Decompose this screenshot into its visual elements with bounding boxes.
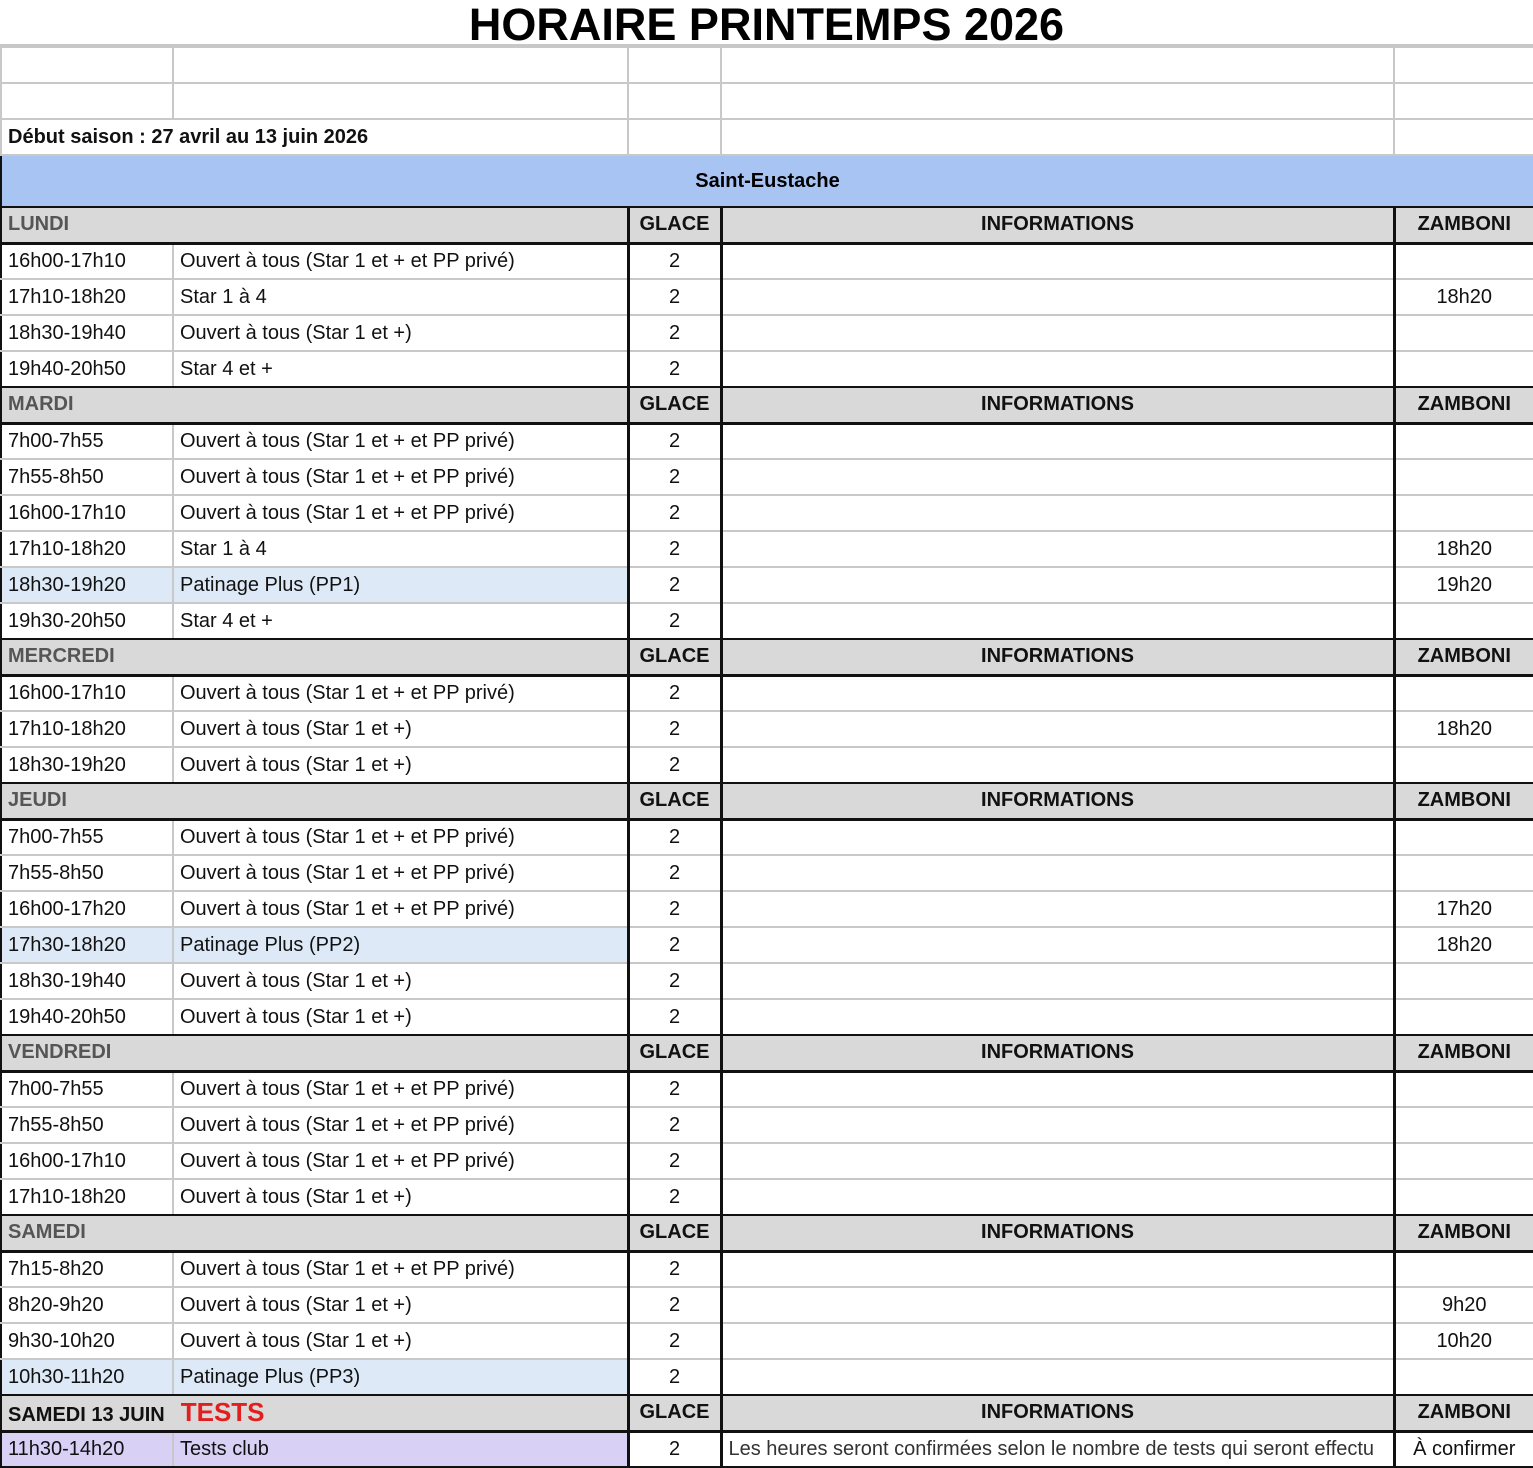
- activity-cell: Ouvert à tous (Star 1 et + et PP privé): [173, 495, 628, 531]
- glace-cell: 2: [628, 819, 721, 855]
- zamboni-cell: À confirmer: [1394, 1431, 1533, 1467]
- zamboni-header: ZAMBONI: [1394, 1035, 1533, 1071]
- info-cell: [721, 315, 1394, 351]
- glace-cell: 2: [628, 1179, 721, 1215]
- day-header-row: [1, 387, 1533, 423]
- activity-cell: Ouvert à tous (Star 1 et + et PP privé): [173, 459, 628, 495]
- day-name: JEUDI: [8, 789, 67, 812]
- glace-cell: 2: [628, 1143, 721, 1179]
- schedule-row: [1, 1287, 1533, 1323]
- info-cell: [721, 747, 1394, 783]
- glace-cell: 2: [628, 1359, 721, 1395]
- glace-header: GLACE: [628, 1215, 721, 1251]
- glace-cell: 2: [628, 315, 721, 351]
- schedule-row: [1, 819, 1533, 855]
- time-cell: 7h55-8h50: [1, 855, 173, 891]
- schedule-row: [1, 963, 1533, 999]
- glace-cell: 2: [628, 999, 721, 1035]
- activity-cell: Patinage Plus (PP3): [173, 1359, 628, 1395]
- info-cell: [721, 459, 1394, 495]
- glace-cell: 2: [628, 495, 721, 531]
- glace-cell: 2: [628, 963, 721, 999]
- zamboni-cell: [1394, 243, 1533, 279]
- time-cell: 17h10-18h20: [1, 279, 173, 315]
- zamboni-header: ZAMBONI: [1394, 387, 1533, 423]
- glace-cell: 2: [628, 675, 721, 711]
- schedule-row: [1, 495, 1533, 531]
- zamboni-header: ZAMBONI: [1394, 783, 1533, 819]
- glace-cell: 2: [628, 423, 721, 459]
- day-name: SAMEDI: [8, 1221, 86, 1244]
- informations-header: INFORMATIONS: [721, 387, 1394, 423]
- day-name-cell: [1, 1395, 628, 1431]
- day-name: MERCREDI: [8, 645, 115, 668]
- schedule-row: [1, 243, 1533, 279]
- activity-cell: Star 1 à 4: [173, 279, 628, 315]
- time-cell: 11h30-14h20: [1, 1431, 173, 1467]
- day-header-row: [1, 207, 1533, 243]
- info-cell: [721, 927, 1394, 963]
- informations-header: INFORMATIONS: [721, 1395, 1394, 1431]
- activity-cell: Ouvert à tous (Star 1 et +): [173, 999, 628, 1035]
- glace-cell: 2: [628, 927, 721, 963]
- info-cell: [721, 1251, 1394, 1287]
- zamboni-cell: [1394, 603, 1533, 639]
- zamboni-cell: [1394, 1071, 1533, 1107]
- day-name-cell: [1, 1035, 628, 1071]
- day-name-cell: [1, 783, 628, 819]
- informations-header: INFORMATIONS: [721, 1035, 1394, 1071]
- activity-cell: Ouvert à tous (Star 1 et +): [173, 711, 628, 747]
- zamboni-cell: [1394, 1251, 1533, 1287]
- zamboni-cell: 18h20: [1394, 711, 1533, 747]
- day-name-cell: [1, 387, 628, 423]
- day-name-cell: [1, 207, 628, 243]
- day-name: VENDREDI: [8, 1041, 112, 1064]
- day-header-row: [1, 1215, 1533, 1251]
- schedule-row: [1, 711, 1533, 747]
- zamboni-cell: [1394, 855, 1533, 891]
- info-cell: [721, 243, 1394, 279]
- time-cell: 16h00-17h10: [1, 243, 173, 279]
- glace-header: GLACE: [628, 1035, 721, 1071]
- activity-cell: Ouvert à tous (Star 1 et + et PP privé): [173, 423, 628, 459]
- activity-cell: Ouvert à tous (Star 1 et + et PP privé): [173, 675, 628, 711]
- activity-cell: Ouvert à tous (Star 1 et + et PP privé): [173, 1143, 628, 1179]
- season-dates: Début saison : 27 avril au 13 juin 2026: [1, 119, 628, 155]
- activity-cell: Tests club: [173, 1431, 628, 1467]
- info-cell: [721, 819, 1394, 855]
- schedule-row: [1, 1359, 1533, 1395]
- glace-cell: 2: [628, 711, 721, 747]
- activity-cell: Ouvert à tous (Star 1 et + et PP privé): [173, 243, 628, 279]
- activity-cell: Ouvert à tous (Star 1 et +): [173, 315, 628, 351]
- activity-cell: Ouvert à tous (Star 1 et + et PP privé): [173, 1107, 628, 1143]
- info-cell: [721, 891, 1394, 927]
- glace-cell: 2: [628, 891, 721, 927]
- schedule-row: [1, 675, 1533, 711]
- schedule-row: [1, 855, 1533, 891]
- time-cell: 7h00-7h55: [1, 819, 173, 855]
- glace-cell: 2: [628, 1323, 721, 1359]
- activity-cell: Patinage Plus (PP2): [173, 927, 628, 963]
- day-name-cell: [1, 639, 628, 675]
- time-cell: 7h00-7h55: [1, 1071, 173, 1107]
- time-cell: 16h00-17h20: [1, 891, 173, 927]
- time-cell: 16h00-17h10: [1, 675, 173, 711]
- activity-cell: Ouvert à tous (Star 1 et +): [173, 963, 628, 999]
- schedule-row: [1, 927, 1533, 963]
- zamboni-cell: [1394, 747, 1533, 783]
- zamboni-cell: 9h20: [1394, 1287, 1533, 1323]
- time-cell: 7h55-8h50: [1, 1107, 173, 1143]
- time-cell: 17h30-18h20: [1, 927, 173, 963]
- schedule-row: [1, 1071, 1533, 1107]
- zamboni-cell: [1394, 999, 1533, 1035]
- time-cell: 10h30-11h20: [1, 1359, 173, 1395]
- info-cell: [721, 999, 1394, 1035]
- activity-cell: Ouvert à tous (Star 1 et + et PP privé): [173, 891, 628, 927]
- zamboni-cell: [1394, 819, 1533, 855]
- glace-header: GLACE: [628, 783, 721, 819]
- zamboni-cell: 18h20: [1394, 279, 1533, 315]
- info-cell: [721, 351, 1394, 387]
- glace-cell: 2: [628, 567, 721, 603]
- schedule-row: [1, 459, 1533, 495]
- time-cell: 18h30-19h40: [1, 315, 173, 351]
- info-cell: [721, 1179, 1394, 1215]
- zamboni-cell: 18h20: [1394, 531, 1533, 567]
- zamboni-cell: [1394, 963, 1533, 999]
- activity-cell: Ouvert à tous (Star 1 et + et PP privé): [173, 1251, 628, 1287]
- glace-header: GLACE: [628, 639, 721, 675]
- info-cell: [721, 855, 1394, 891]
- informations-header: INFORMATIONS: [721, 783, 1394, 819]
- glace-cell: 2: [628, 1287, 721, 1323]
- schedule-row: [1, 1431, 1533, 1467]
- glace-cell: 2: [628, 279, 721, 315]
- zamboni-cell: [1394, 675, 1533, 711]
- activity-cell: Ouvert à tous (Star 1 et +): [173, 1287, 628, 1323]
- season-dates-row: [1, 119, 1533, 155]
- info-cell: [721, 423, 1394, 459]
- activity-cell: Patinage Plus (PP1): [173, 567, 628, 603]
- schedule-row: [1, 1143, 1533, 1179]
- schedule-row: [1, 1179, 1533, 1215]
- glace-cell: 2: [628, 855, 721, 891]
- day-name: MARDI: [8, 393, 74, 416]
- info-cell: [721, 1107, 1394, 1143]
- time-cell: 19h40-20h50: [1, 999, 173, 1035]
- zamboni-header: ZAMBONI: [1394, 1215, 1533, 1251]
- zamboni-cell: 18h20: [1394, 927, 1533, 963]
- glace-cell: 2: [628, 531, 721, 567]
- activity-cell: Star 4 et +: [173, 351, 628, 387]
- activity-cell: Ouvert à tous (Star 1 et + et PP privé): [173, 1071, 628, 1107]
- tests-tag: TESTS: [180, 1397, 265, 1428]
- activity-cell: Star 4 et +: [173, 603, 628, 639]
- schedule-row: [1, 1323, 1533, 1359]
- activity-cell: Ouvert à tous (Star 1 et +): [173, 747, 628, 783]
- glace-header: GLACE: [628, 387, 721, 423]
- blank-row: [1, 47, 1533, 83]
- glace-header: GLACE: [628, 1395, 721, 1431]
- info-cell: [721, 963, 1394, 999]
- time-cell: 8h20-9h20: [1, 1287, 173, 1323]
- schedule-row: [1, 999, 1533, 1035]
- glace-cell: 2: [628, 351, 721, 387]
- location-title: Saint-Eustache: [1, 155, 1533, 207]
- time-cell: 7h55-8h50: [1, 459, 173, 495]
- glace-cell: 2: [628, 1107, 721, 1143]
- informations-header: INFORMATIONS: [721, 1215, 1394, 1251]
- info-cell: [721, 1143, 1394, 1179]
- time-cell: 7h00-7h55: [1, 423, 173, 459]
- zamboni-cell: 19h20: [1394, 567, 1533, 603]
- schedule-row: [1, 567, 1533, 603]
- time-cell: 18h30-19h20: [1, 567, 173, 603]
- info-cell: [721, 495, 1394, 531]
- glace-cell: 2: [628, 459, 721, 495]
- day-header-row: [1, 783, 1533, 819]
- time-cell: 16h00-17h10: [1, 1143, 173, 1179]
- zamboni-header: ZAMBONI: [1394, 207, 1533, 243]
- schedule-row: [1, 315, 1533, 351]
- zamboni-cell: [1394, 1107, 1533, 1143]
- schedule-row: [1, 279, 1533, 315]
- info-cell: [721, 1359, 1394, 1395]
- schedule-row: [1, 423, 1533, 459]
- info-cell: [721, 531, 1394, 567]
- zamboni-cell: [1394, 1359, 1533, 1395]
- zamboni-header: ZAMBONI: [1394, 1395, 1533, 1431]
- info-cell: [721, 711, 1394, 747]
- zamboni-cell: [1394, 1179, 1533, 1215]
- glace-cell: 2: [628, 243, 721, 279]
- informations-header: INFORMATIONS: [721, 207, 1394, 243]
- info-cell: [721, 675, 1394, 711]
- activity-cell: Ouvert à tous (Star 1 et + et PP privé): [173, 819, 628, 855]
- zamboni-cell: 17h20: [1394, 891, 1533, 927]
- activity-cell: Ouvert à tous (Star 1 et + et PP privé): [173, 855, 628, 891]
- schedule-row: [1, 1251, 1533, 1287]
- zamboni-cell: 10h20: [1394, 1323, 1533, 1359]
- glace-cell: 2: [628, 603, 721, 639]
- info-cell: [721, 279, 1394, 315]
- location-row: [1, 155, 1533, 207]
- info-cell: [721, 567, 1394, 603]
- glace-cell: 2: [628, 1071, 721, 1107]
- schedule-row: [1, 891, 1533, 927]
- time-cell: 18h30-19h20: [1, 747, 173, 783]
- schedule-table: [0, 46, 1533, 1468]
- zamboni-cell: [1394, 459, 1533, 495]
- informations-header: INFORMATIONS: [721, 639, 1394, 675]
- activity-cell: Star 1 à 4: [173, 531, 628, 567]
- day-name: LUNDI: [8, 213, 70, 236]
- time-cell: 19h40-20h50: [1, 351, 173, 387]
- zamboni-cell: [1394, 423, 1533, 459]
- glace-header: GLACE: [628, 207, 721, 243]
- time-cell: 17h10-18h20: [1, 531, 173, 567]
- day-header-row: [1, 639, 1533, 675]
- info-cell: [721, 1071, 1394, 1107]
- day-header-row: [1, 1035, 1533, 1071]
- info-cell: [721, 1323, 1394, 1359]
- time-cell: 19h30-20h50: [1, 603, 173, 639]
- zamboni-cell: [1394, 495, 1533, 531]
- activity-cell: Ouvert à tous (Star 1 et +): [173, 1323, 628, 1359]
- day-name: SAMEDI 13 JUIN: [8, 1404, 165, 1427]
- time-cell: 7h15-8h20: [1, 1251, 173, 1287]
- info-cell: Les heures seront confirmées selon le nombre de tests qui seront effectu: [721, 1431, 1394, 1467]
- zamboni-cell: [1394, 1143, 1533, 1179]
- time-cell: 18h30-19h40: [1, 963, 173, 999]
- zamboni-cell: [1394, 351, 1533, 387]
- page-title: HORAIRE PRINTEMPS 2026: [0, 0, 1533, 46]
- schedule-row: [1, 351, 1533, 387]
- schedule-row: [1, 747, 1533, 783]
- zamboni-cell: [1394, 315, 1533, 351]
- info-cell: [721, 1287, 1394, 1323]
- day-name-cell: [1, 1215, 628, 1251]
- schedule-row: [1, 531, 1533, 567]
- glace-cell: 2: [628, 1431, 721, 1467]
- schedule-row: [1, 1107, 1533, 1143]
- time-cell: 16h00-17h10: [1, 495, 173, 531]
- glace-cell: 2: [628, 1251, 721, 1287]
- time-cell: 17h10-18h20: [1, 711, 173, 747]
- time-cell: 9h30-10h20: [1, 1323, 173, 1359]
- info-cell: [721, 603, 1394, 639]
- time-cell: 17h10-18h20: [1, 1179, 173, 1215]
- schedule-row: [1, 603, 1533, 639]
- glace-cell: 2: [628, 747, 721, 783]
- activity-cell: Ouvert à tous (Star 1 et +): [173, 1179, 628, 1215]
- zamboni-header: ZAMBONI: [1394, 639, 1533, 675]
- blank-row: [1, 83, 1533, 119]
- day-header-row: [1, 1395, 1533, 1431]
